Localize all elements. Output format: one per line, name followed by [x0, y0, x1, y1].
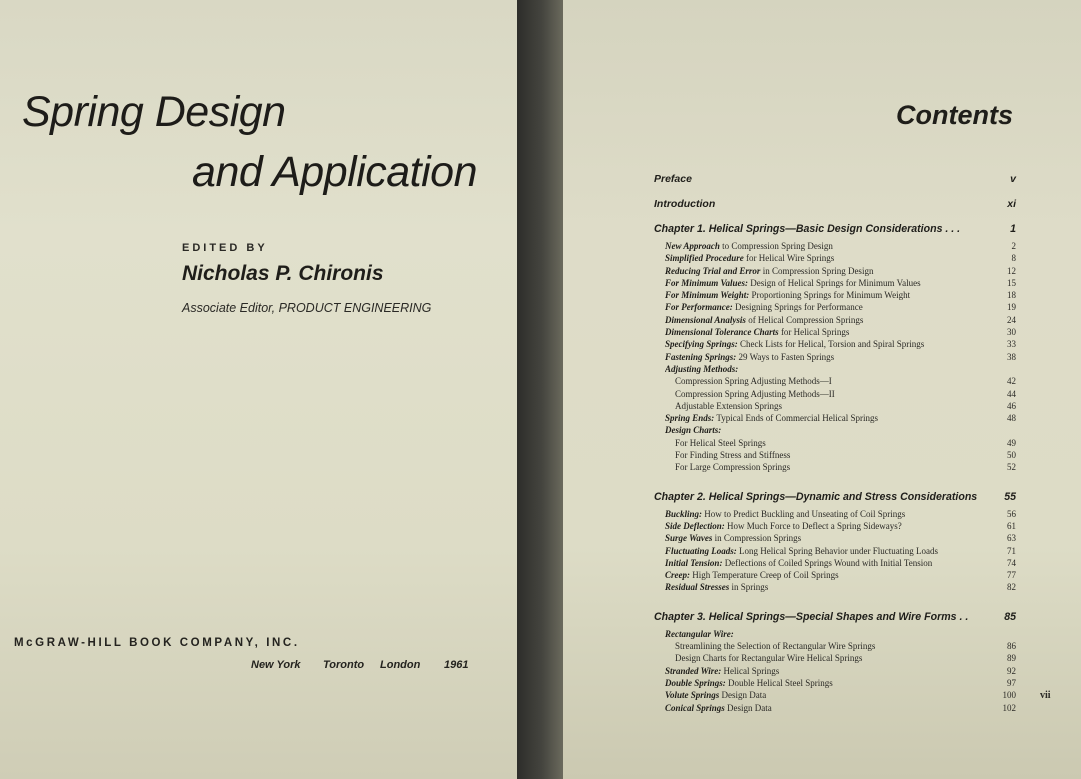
- toc-entry-lead: Fastening Springs:: [665, 351, 737, 362]
- toc-entry-lead: Double Springs:: [665, 677, 726, 688]
- toc-entry-row: [654, 652, 1016, 664]
- book-gutter: [517, 0, 563, 779]
- toc-entry-lead: Residual Stresses: [665, 582, 730, 593]
- toc-entry-lead: Simplified Procedure: [665, 253, 744, 264]
- toc-chapter-row: [654, 488, 1016, 508]
- publisher-name: McGRAW-HILL BOOK COMPANY, INC.: [14, 637, 300, 649]
- toc-entry-rest: How Much Force to Deflect a Spring Sideways?: [724, 520, 902, 531]
- title-page: [0, 0, 517, 779]
- toc-chapter-row: [654, 608, 1016, 628]
- toc-entry-row: [654, 508, 1016, 520]
- toc-entry-lead: New Approach: [665, 241, 720, 251]
- toc-entry-text: [665, 520, 988, 532]
- toc-entry-row: [654, 424, 1016, 436]
- book-title-line-2: and Application: [192, 148, 477, 196]
- toc-chapter-page: 85: [1004, 610, 1016, 623]
- toc-entry-page: 50: [1007, 450, 1016, 461]
- city-new-york: New York: [251, 659, 301, 671]
- toc-entry-rest: Proportioning Springs for Minimum Weight: [749, 290, 911, 301]
- toc-entry-text: [665, 581, 988, 593]
- toc-chapter-row: [654, 220, 1016, 240]
- page-folio: vii: [1040, 690, 1051, 701]
- toc-entry-text: [675, 388, 988, 400]
- toc-entry-text: [665, 289, 988, 301]
- city-toronto: Toronto: [323, 659, 365, 671]
- toc-entry-rest: Typical Ends of Commercial Helical Springs: [714, 413, 878, 424]
- toc-entry-text: [665, 557, 988, 569]
- toc-entry-row: [654, 581, 1016, 593]
- toc-entry-text: [665, 326, 988, 338]
- toc-entry-text: [675, 461, 988, 473]
- toc-entry-row: [654, 375, 1016, 387]
- toc-entry-lead: Adjusting Methods:: [665, 363, 739, 374]
- toc-entry-row: [654, 702, 1016, 714]
- toc-entry-text: [665, 628, 988, 640]
- toc-entry-page: 63: [1007, 533, 1016, 544]
- toc-entry-rest: in Compression Springs: [712, 533, 802, 544]
- publication-year: 1961: [444, 659, 469, 671]
- toc-entry-row: [654, 265, 1016, 277]
- toc-page-number: xi: [1007, 198, 1016, 210]
- toc-entry-row: [654, 532, 1016, 544]
- toc-entry-row: [654, 437, 1016, 449]
- toc-entry-text: [665, 351, 988, 363]
- toc-entry-row: [654, 388, 1016, 400]
- toc-entry-rest: Check Lists for Helical, Torsion and Spiral Springs: [737, 339, 925, 350]
- toc-entry-page: 61: [1007, 520, 1016, 531]
- toc-entry-text: [665, 265, 988, 277]
- toc-entry-page: 97: [1007, 677, 1016, 688]
- toc-entry-page: 92: [1007, 665, 1016, 676]
- toc-entry-row: [654, 677, 1016, 689]
- edited-by-label: EDITED BY: [182, 242, 268, 254]
- toc-entry-lead: Rectangular Wire:: [665, 628, 734, 639]
- toc-entry-rest: in Compression Spring Design: [760, 265, 874, 276]
- toc-entry-row: [654, 665, 1016, 677]
- toc-entry-page: 8: [1011, 253, 1016, 264]
- toc-entry-page: 42: [1007, 376, 1016, 387]
- toc-entry-page: 12: [1007, 265, 1016, 276]
- toc-entry-lead: For Minimum Weight:: [665, 290, 750, 301]
- toc-front-matter-label: Preface: [654, 173, 692, 185]
- toc-entry-row: [654, 363, 1016, 375]
- toc-entry-rest: Streamlining the Selection of Rectangular Wire Springs: [675, 641, 876, 652]
- toc-entry-text: [665, 665, 988, 677]
- toc-chapter-title: Chapter 3. Helical Springs—Special Shapes and Wire Forms . .: [654, 610, 969, 623]
- toc-entry-row: [654, 314, 1016, 326]
- toc-entry-rest: Deflections of Coiled Springs Wound with Initial Tension: [722, 557, 933, 568]
- toc-entry-page: 46: [1007, 400, 1016, 411]
- toc-entry-row: [654, 557, 1016, 569]
- toc-entry-text: [665, 363, 988, 375]
- toc-entry-text: [675, 449, 988, 461]
- toc-front-matter-label: Introduction: [654, 198, 716, 210]
- toc-entry-page: 48: [1007, 413, 1016, 424]
- toc-entry-text: [675, 640, 988, 652]
- city-london: London: [380, 659, 421, 671]
- toc-entry-row: [654, 252, 1016, 264]
- toc-entry-rest: For Helical Steel Springs: [675, 437, 766, 448]
- toc-entry-rest: Design Data: [719, 690, 767, 701]
- toc-entry-row: [654, 277, 1016, 289]
- toc-entry-rest: in Springs: [729, 582, 769, 593]
- toc-chapter-page: 1: [1010, 223, 1016, 235]
- toc-entry-row: [654, 240, 1016, 252]
- toc-entry-page: 82: [1007, 582, 1016, 593]
- toc-front-matter-row: [654, 195, 1016, 220]
- toc-entry-page: 89: [1007, 653, 1016, 664]
- toc-entry-text: [665, 277, 988, 289]
- toc-entry-rest: Compression Spring Adjusting Methods—II: [675, 388, 835, 399]
- toc-entry-page: 77: [1007, 570, 1016, 581]
- toc-entry-rest: for Helical Springs: [778, 327, 850, 338]
- toc-entry-text: [665, 545, 988, 557]
- toc-entry-rest: Design Charts for Rectangular Wire Helical Springs: [675, 653, 863, 664]
- toc-chapter-title: Chapter 1. Helical Springs—Basic Design Considerations . . .: [654, 223, 961, 235]
- toc-entry-row: [654, 338, 1016, 350]
- toc-entry-page: 33: [1007, 339, 1016, 350]
- toc-entry-row: [654, 449, 1016, 461]
- toc-entry-page: 52: [1007, 462, 1016, 473]
- publisher-cities: [0, 659, 517, 675]
- toc-entry-page: 100: [1002, 690, 1016, 701]
- toc-entry-rest: Compression Spring Adjusting Methods—I: [675, 376, 832, 387]
- toc-entry-page: 86: [1007, 641, 1016, 652]
- toc-entry-lead: For Performance:: [665, 302, 733, 313]
- toc-entry-rest: 29 Ways to Fasten Springs: [736, 351, 835, 362]
- toc-entry-page: 71: [1007, 545, 1016, 556]
- contents-heading: Contents: [896, 100, 1013, 130]
- contents-page: [563, 0, 1081, 779]
- toc-entry-page: 15: [1007, 277, 1016, 288]
- toc-entry-page: 56: [1007, 508, 1016, 519]
- toc-entry-text: [665, 314, 988, 326]
- toc-chapter-title: Chapter 2. Helical Springs—Dynamic and Stress Considerations: [654, 490, 978, 503]
- toc-chapter-page: 55: [1004, 490, 1016, 503]
- toc-entry-rest: For Finding Stress and Stiffness: [675, 450, 791, 461]
- toc-entry-lead: Buckling:: [665, 508, 703, 519]
- toc-entry-row: [654, 351, 1016, 363]
- toc-entry-row: [654, 461, 1016, 473]
- toc-entry-text: [675, 375, 988, 387]
- toc-entry-page: 30: [1007, 327, 1016, 338]
- toc-entry-row: [654, 301, 1016, 313]
- toc-entry-lead: Volute Springs: [665, 690, 720, 701]
- toc-entry-row: [654, 520, 1016, 532]
- toc-entry-row: [654, 545, 1016, 557]
- toc-entry-rest: Design of Helical Springs for Minimum Values: [748, 277, 921, 288]
- toc-entry-text: [665, 569, 988, 581]
- toc-entry-page: 74: [1007, 557, 1016, 568]
- toc-entry-rest: Designing Springs for Performance: [732, 302, 863, 313]
- toc-entry-text: [665, 689, 988, 701]
- toc-entry-lead: Surge Waves: [665, 533, 713, 544]
- toc-entry-text: [675, 400, 988, 412]
- toc-entry-lead: Stranded Wire:: [665, 665, 722, 676]
- toc-entry-page: 18: [1007, 290, 1016, 301]
- toc-entry-rest: For Large Compression Springs: [675, 462, 791, 473]
- toc-entry-text: [665, 412, 988, 424]
- toc-chapter-gap: [654, 474, 1016, 483]
- toc-entry-lead: Design Charts:: [665, 425, 722, 436]
- toc-entry-lead: Spring Ends:: [665, 413, 715, 424]
- toc-entry-text: [675, 652, 988, 664]
- editor-affiliation: Associate Editor, PRODUCT ENGINEERING: [182, 301, 432, 315]
- toc-entry-text: [665, 532, 988, 544]
- toc-entry-page: 44: [1007, 388, 1016, 399]
- toc-entry-text: [665, 424, 988, 436]
- toc-entry-rest: Helical Springs: [721, 665, 780, 676]
- toc-entry-row: [654, 289, 1016, 301]
- toc-entry-lead: Conical Springs: [665, 702, 725, 713]
- toc-entry-lead: Specifying Springs:: [665, 339, 738, 350]
- toc-entry-lead: Creep:: [665, 570, 690, 581]
- toc-entry-lead: Reducing Trial and Error: [665, 265, 761, 276]
- toc-entry-text: [675, 437, 988, 449]
- toc-entry-lead: Dimensional Tolerance Charts: [665, 327, 779, 338]
- toc-chapter-gap: [654, 594, 1016, 603]
- toc-entry-rest: to Compression Spring Design: [719, 241, 833, 251]
- toc-entry-text: [665, 508, 988, 520]
- toc-entry-lead: Side Deflection:: [665, 520, 725, 531]
- toc-entry-row: [654, 628, 1016, 640]
- toc-entry-text: [665, 240, 988, 252]
- toc-entry-page: 19: [1007, 302, 1016, 313]
- toc-entry-text: [665, 301, 988, 313]
- toc-entry-lead: Initial Tension:: [665, 557, 723, 568]
- toc-entry-rest: Double Helical Steel Springs: [725, 677, 833, 688]
- toc-entry-row: [654, 689, 1016, 701]
- toc-entry-page: 2: [1011, 241, 1016, 251]
- toc-entry-page: 102: [1002, 702, 1016, 713]
- toc-entry-row: [654, 326, 1016, 338]
- book-title-line-1: Spring Design: [22, 88, 286, 136]
- toc-entry-rest: Adjustable Extension Springs: [675, 400, 782, 411]
- toc-entry-row: [654, 569, 1016, 581]
- toc-entry-text: [665, 702, 988, 714]
- toc-entry-page: 38: [1007, 351, 1016, 362]
- toc-entry-rest: for Helical Wire Springs: [743, 253, 835, 264]
- toc-entry-rest: High Temperature Creep of Coil Springs: [690, 570, 839, 581]
- toc-entry-page: 49: [1007, 437, 1016, 448]
- toc-front-matter-row: [654, 170, 1016, 195]
- toc-entry-text: [665, 677, 988, 689]
- toc-page-number: v: [1010, 173, 1016, 185]
- toc-entry-rest: Design Data: [724, 702, 772, 713]
- toc-entry-rest: of Helical Compression Springs: [745, 314, 864, 325]
- toc-entry-page: 24: [1007, 314, 1016, 325]
- editor-name: Nicholas P. Chironis: [182, 262, 384, 285]
- toc-entry-lead: Dimensional Analysis: [665, 314, 746, 325]
- toc-entry-row: [654, 412, 1016, 424]
- toc-entry-row: [654, 640, 1016, 652]
- toc-entry-rest: How to Predict Buckling and Unseating of Coil Springs: [702, 508, 906, 519]
- toc-entry-rest: Long Helical Spring Behavior under Fluctuating Loads: [736, 545, 938, 556]
- toc-entry-lead: Fluctuating Loads:: [665, 545, 737, 556]
- toc-entry-text: [665, 252, 988, 264]
- table-of-contents: [654, 170, 1016, 714]
- toc-entry-text: [665, 338, 988, 350]
- toc-entry-row: [654, 400, 1016, 412]
- toc-entry-lead: For Minimum Values:: [665, 277, 749, 288]
